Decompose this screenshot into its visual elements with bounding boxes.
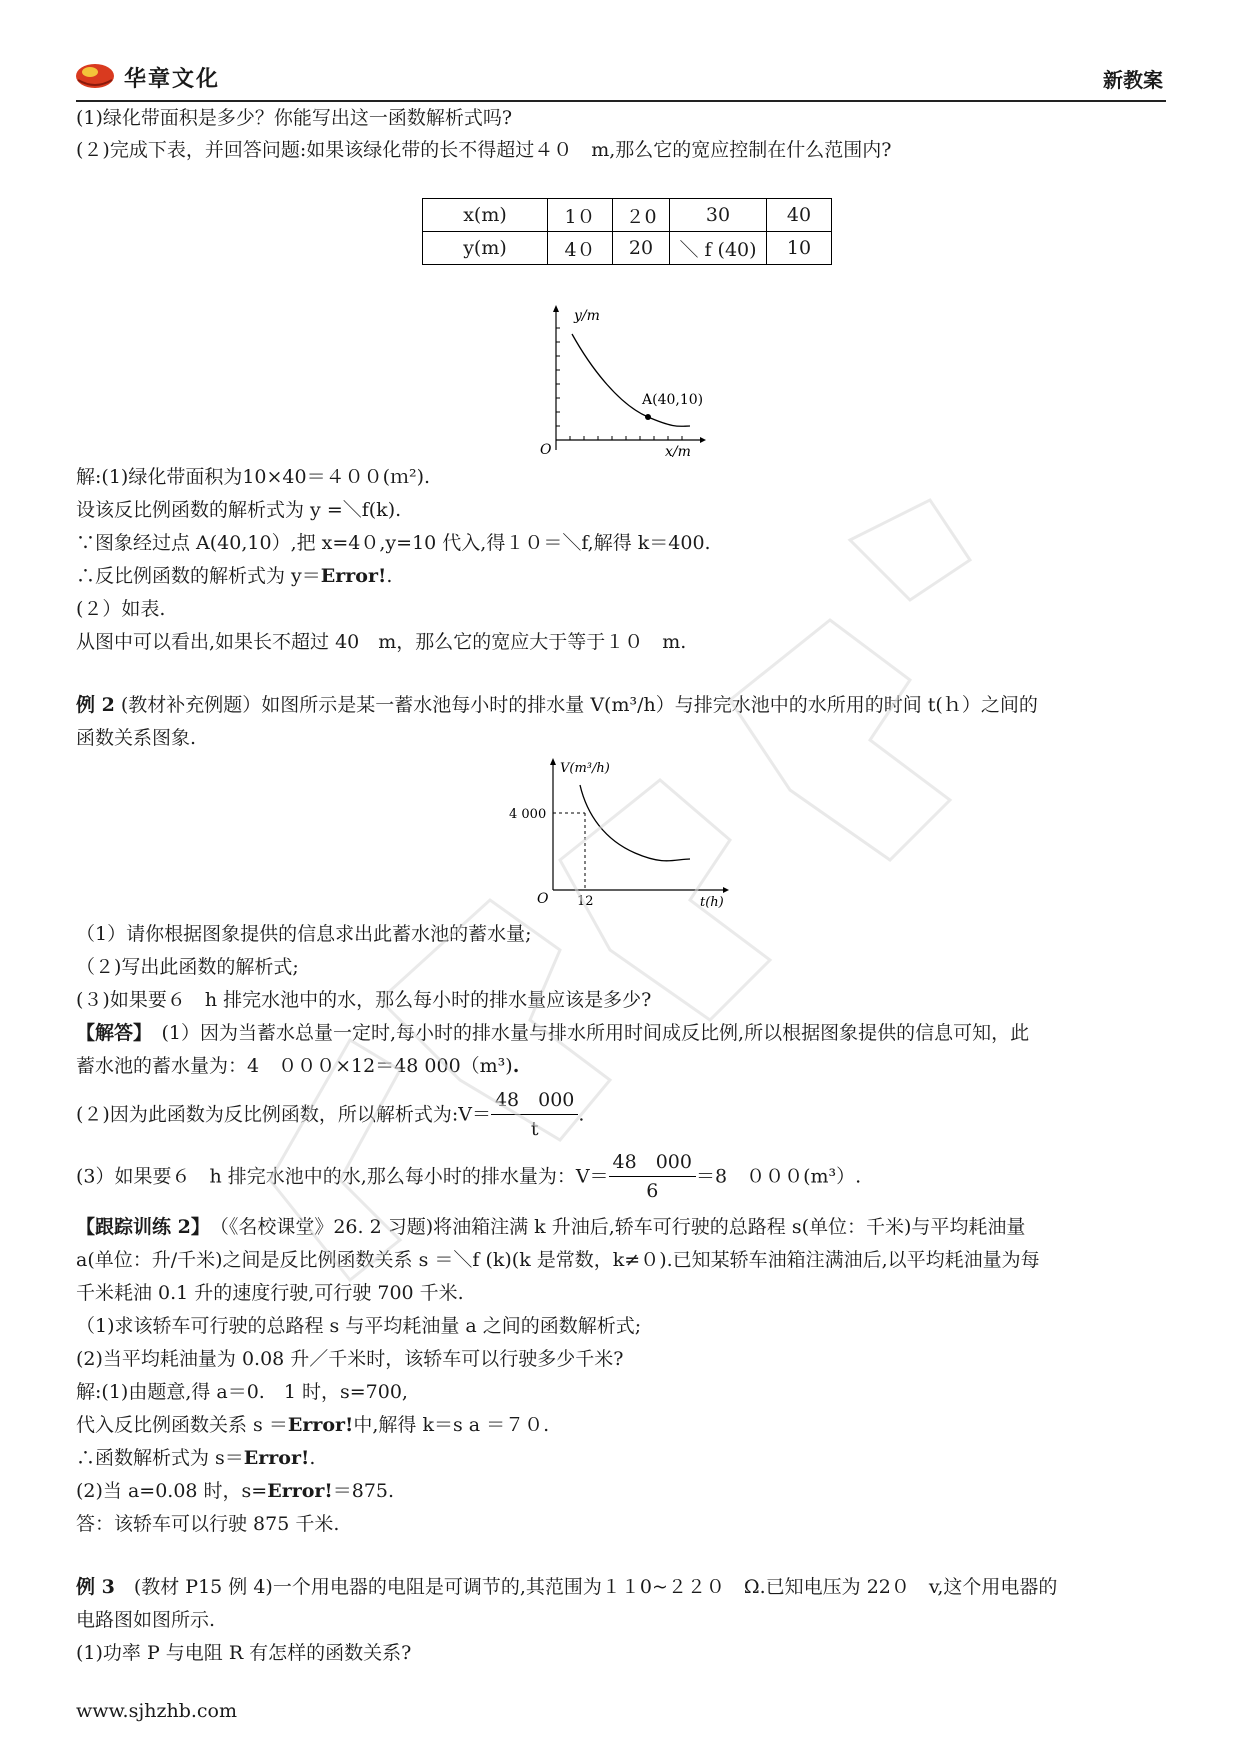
answer-line-fraction: (3）如果要６ h 排完水池中的水,那么每小时的排水量为：V＝ $\frac{48 000}{6}$ ＝8 ０００(m³）. (76, 1148, 861, 1205)
x-tick-label: 12 (577, 894, 594, 909)
brand-name: 华章文化 (124, 67, 221, 92)
x-axis-label: t(h) (700, 895, 724, 910)
curve (572, 334, 690, 426)
solution-line: 设该反比例函数的解析式为 y =＼f(k). (76, 499, 402, 521)
example-3-intro: 例 3 (教材 P15 例 4)一个用电器的电阻是可调节的,其范围为１１0~２２０ Ω.已知电压为 22０ v,这个用电器的 (76, 1576, 1058, 1598)
value-table (422, 198, 832, 265)
graph-width-length (530, 300, 710, 460)
training-line: (2)当 a=0.08 时，s=Error!＝875. (76, 1480, 395, 1502)
training-line: ∴函数解析式为 s＝Error!. (76, 1447, 316, 1469)
example-2-intro: 例 2 (教材补充例题）如图所示是某一蓄水池每小时的排水量 V(m³/h）与排完水池中的水所用的时间 t(ｈ）之间的 (76, 694, 1038, 716)
curve (580, 785, 690, 861)
answer-line: 蓄水池的蓄水量为：4 ０００×12＝48 000（m³). (76, 1055, 520, 1077)
question-line: （1）请你根据图象提供的信息求出此蓄水池的蓄水量; (76, 923, 532, 945)
x-axis-label: x/m (665, 444, 691, 460)
origin-label: O (537, 891, 549, 907)
table-cell: ２0 (613, 199, 670, 232)
origin-label: O (540, 442, 552, 458)
training-line: a(单位：升/千米)之间是反比例函数关系 s ＝＼f (k)(k 是常数，k≠０).已知某轿车油箱注满油后,以平均耗油量为每 (76, 1249, 1040, 1271)
document-type: 新教案 (1103, 68, 1163, 92)
answer-line: 【解答】 (1）因为当蓄水总量一定时,每小时的排水量与排水所用时间成反比例,所以根据图象提供的信息可知，此 (76, 1022, 1030, 1044)
solution-line: ∵图象经过点 A(40,10）,把 x=4０,y=10 代入,得１０＝＼f,解得 k＝400. (76, 532, 711, 554)
training-line: 代入反比例函数关系 s ＝Error!中,解得 k＝s a ＝７０. (76, 1414, 550, 1436)
question-2: (２)完成下表，并回答问题:如果该绿化带的长不得超过４０ m,那么它的宽应控制在什么范围内? (76, 139, 892, 161)
answer-line-fraction: (２)因为此函数为反比例函数，所以解析式为:V＝ $\frac{48 000}{t}$ . (76, 1086, 584, 1143)
table-cell: 30 (670, 199, 767, 232)
footer-url: www.sjhzhb.com (76, 1700, 237, 1722)
question-1: (1)绿化带面积是多少？你能写出这一函数解析式吗? (76, 107, 513, 129)
example-2-intro-cont: 函数关系图象. (76, 727, 197, 749)
table-cell: x(m) (423, 199, 548, 232)
example-3-question: (1)功率 P 与电阻 R 有怎样的函数关系? (76, 1642, 412, 1664)
table-cell: 20 (613, 232, 670, 265)
table-cell: 10 (767, 232, 832, 265)
point-a (645, 414, 651, 420)
training-line: 解:(1)由题意,得 a＝0. 1 时，s=700, (76, 1381, 408, 1403)
y-axis-label: y/m (574, 308, 600, 324)
logo-icon (74, 60, 116, 90)
solution-line: (２）如表. (76, 598, 166, 620)
example-3-intro-cont: 电路图如图所示. (76, 1609, 216, 1631)
training-line: 答：该轿车可以行驶 875 千米. (76, 1513, 340, 1535)
solution-line: 从图中可以看出,如果长不超过 40 m，那么它的宽应大于等于１０ m. (76, 631, 687, 653)
solution-line: ∴反比例函数的解析式为 y＝Error!. (76, 565, 393, 587)
training-line: （1)求该轿车可行驶的总路程 s 与平均耗油量 a 之间的函数解析式; (76, 1315, 642, 1337)
point-label: A(40,10) (642, 392, 704, 408)
table-cell: 40 (767, 199, 832, 232)
graph-drain-rate (505, 755, 735, 910)
table-cell: y(m) (423, 232, 548, 265)
solution-line: 解:(1)绿化带面积为10×40＝４００(ｍ²). (76, 466, 431, 488)
y-tick-label: 4 000 (509, 807, 547, 822)
y-axis-label: V(m³/h) (560, 761, 610, 776)
header-divider (76, 100, 1166, 102)
question-line: (３)如果要６ h 排完水池中的水，那么每小时的排水量应该是多少? (76, 989, 652, 1011)
training-line: (2)当平均耗油量为 0.08 升／千米时，该轿车可以行驶多少千米? (76, 1348, 624, 1370)
table-cell: ＼ f (40) (670, 232, 767, 265)
training-line: 千米耗油 0.1 升的速度行驶,可行驶 700 千米. (76, 1282, 464, 1304)
table-cell: 4０ (548, 232, 613, 265)
question-line: （２)写出此函数的解析式; (76, 956, 299, 978)
table-row (423, 199, 832, 232)
table-cell: 1０ (548, 199, 613, 232)
table-row (423, 232, 832, 265)
training-line: 【跟踪训练 2】 （《名校课堂》26. 2 习题)将油箱注满 k 升油后,轿车可行驶的总路程 s(单位：千米)与平均耗油量 (76, 1216, 1026, 1238)
